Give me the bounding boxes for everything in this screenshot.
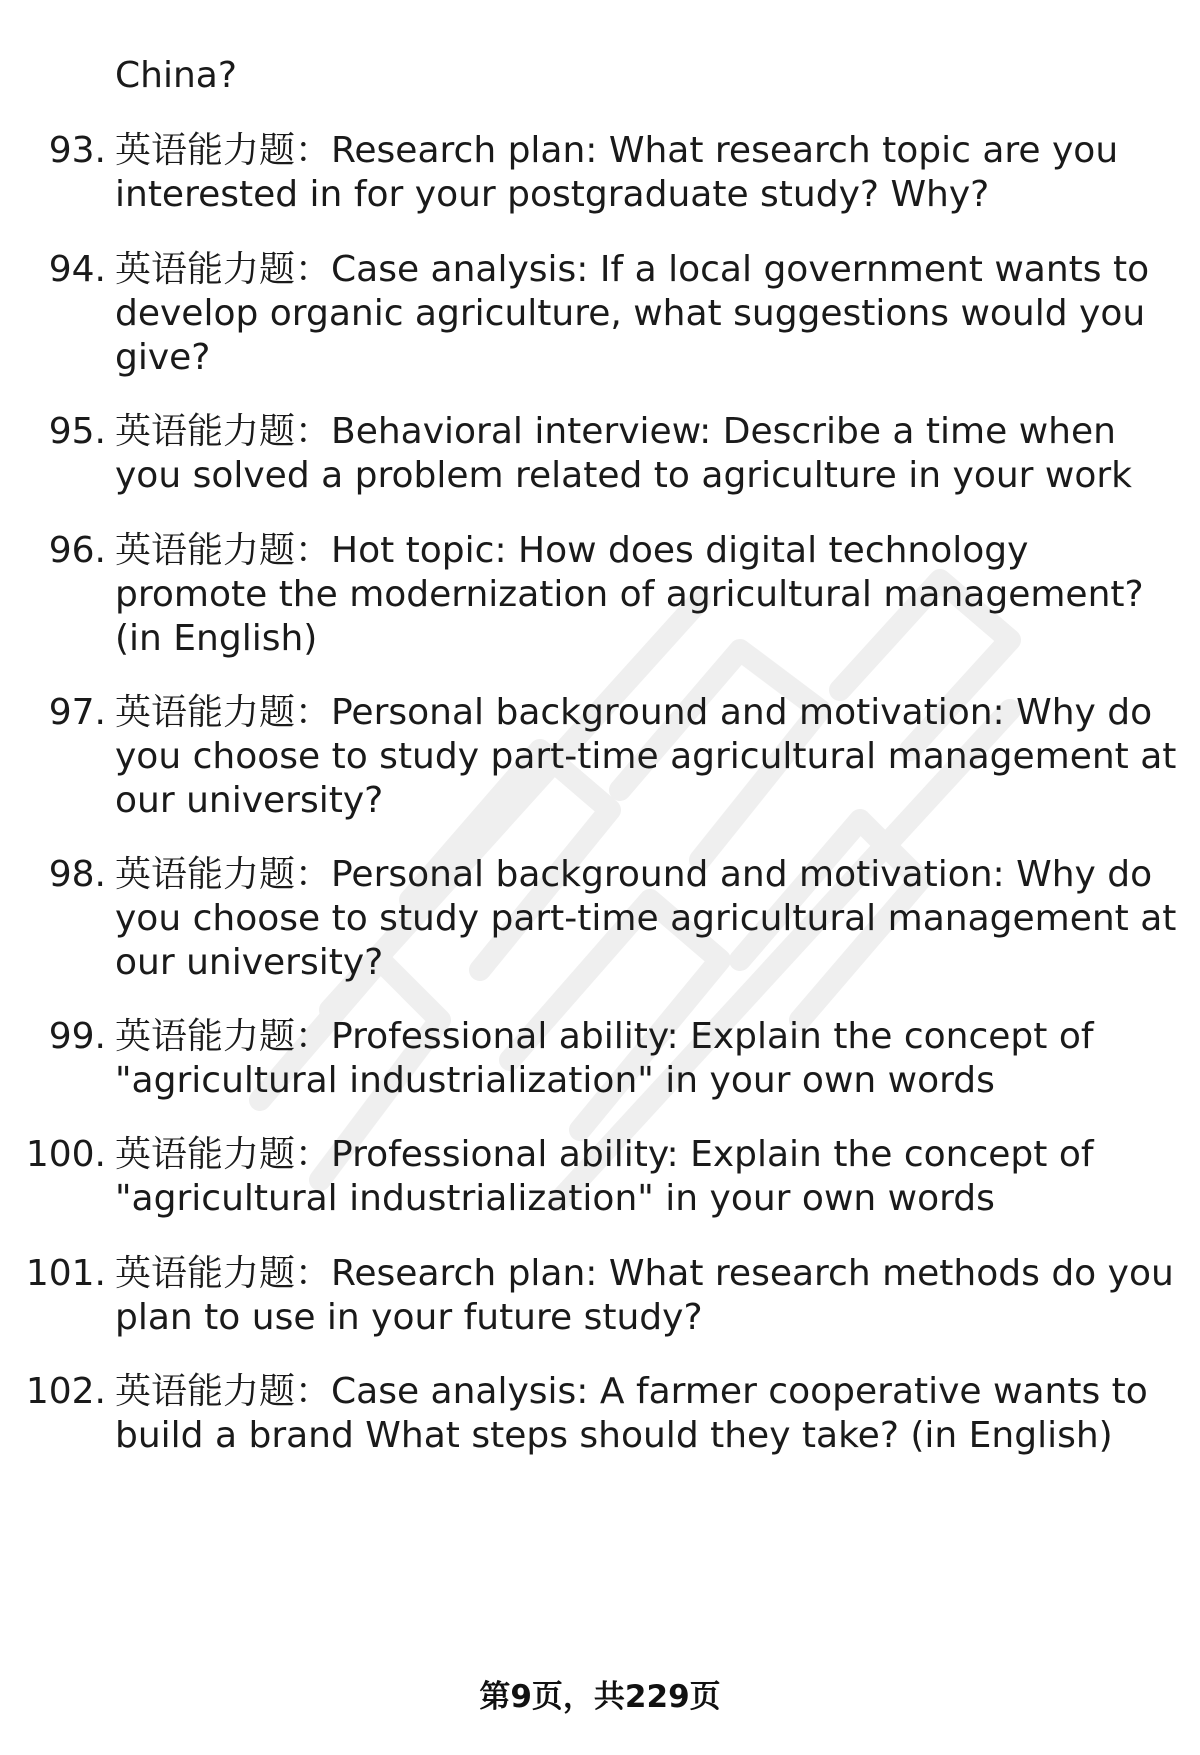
question-number: 95. — [48, 411, 106, 452]
question-number: 100. — [25, 1134, 106, 1175]
question-text-line: "agricultural industrialization" in your own words — [115, 1060, 995, 1101]
question-text-line: 英语能力题：Hot topic: How does digital technology — [115, 530, 1029, 571]
question-text-line: promote the modernization of agricultural management? — [115, 574, 1144, 615]
question-text-line: 英语能力题：Research plan: What research methods do you — [115, 1253, 1174, 1294]
question-text-line: give? — [115, 337, 211, 378]
question-text-line: 英语能力题：Behavioral interview: Describe a time when — [115, 411, 1116, 452]
question-text-line: develop organic agriculture, what suggestions would you — [115, 293, 1146, 334]
question-text-line: 英语能力题：Personal background and motivation: Why do — [115, 692, 1153, 733]
question-number: 98. — [48, 854, 106, 895]
question-number: 102. — [25, 1371, 106, 1412]
question-number: 96. — [48, 530, 106, 571]
question-text-line: 英语能力题：Professional ability: Explain the concept of — [115, 1134, 1094, 1175]
page-footer: 第9页，共229页 — [479, 1679, 721, 1715]
question-text-line: 英语能力题：Research plan: What research topic are you — [115, 130, 1119, 171]
question-text-line: 英语能力题：Case analysis: A farmer cooperative wants to — [115, 1371, 1148, 1412]
question-text-line: plan to use in your future study? — [115, 1297, 703, 1338]
question-text-line: our university? — [115, 942, 384, 983]
question-number: 94. — [48, 249, 106, 290]
question-text-line: you solved a problem related to agriculture in your work — [115, 455, 1133, 496]
question-number: 97. — [48, 692, 106, 733]
question-text-line: interested in for your postgraduate study? Why? — [115, 174, 990, 215]
question-text-line: our university? — [115, 780, 384, 821]
question-text-line: "agricultural industrialization" in your own words — [115, 1178, 995, 1219]
question-text-line: (in English) — [115, 618, 318, 659]
question-text-line: you choose to study part-time agricultural management at — [115, 736, 1177, 777]
question-text-line: build a brand What steps should they take? (in English) — [115, 1415, 1113, 1456]
continuation-text: China? — [115, 55, 237, 96]
question-number: 101. — [25, 1253, 106, 1294]
question-text-line: 英语能力题：Case analysis: If a local government wants to — [115, 249, 1150, 290]
question-number: 93. — [48, 130, 106, 171]
question-text-line: 英语能力题：Personal background and motivation: Why do — [115, 854, 1153, 895]
question-text-line: you choose to study part-time agricultural management at — [115, 898, 1177, 939]
question-text-line: 英语能力题：Professional ability: Explain the concept of — [115, 1016, 1094, 1057]
question-number: 99. — [48, 1016, 106, 1057]
